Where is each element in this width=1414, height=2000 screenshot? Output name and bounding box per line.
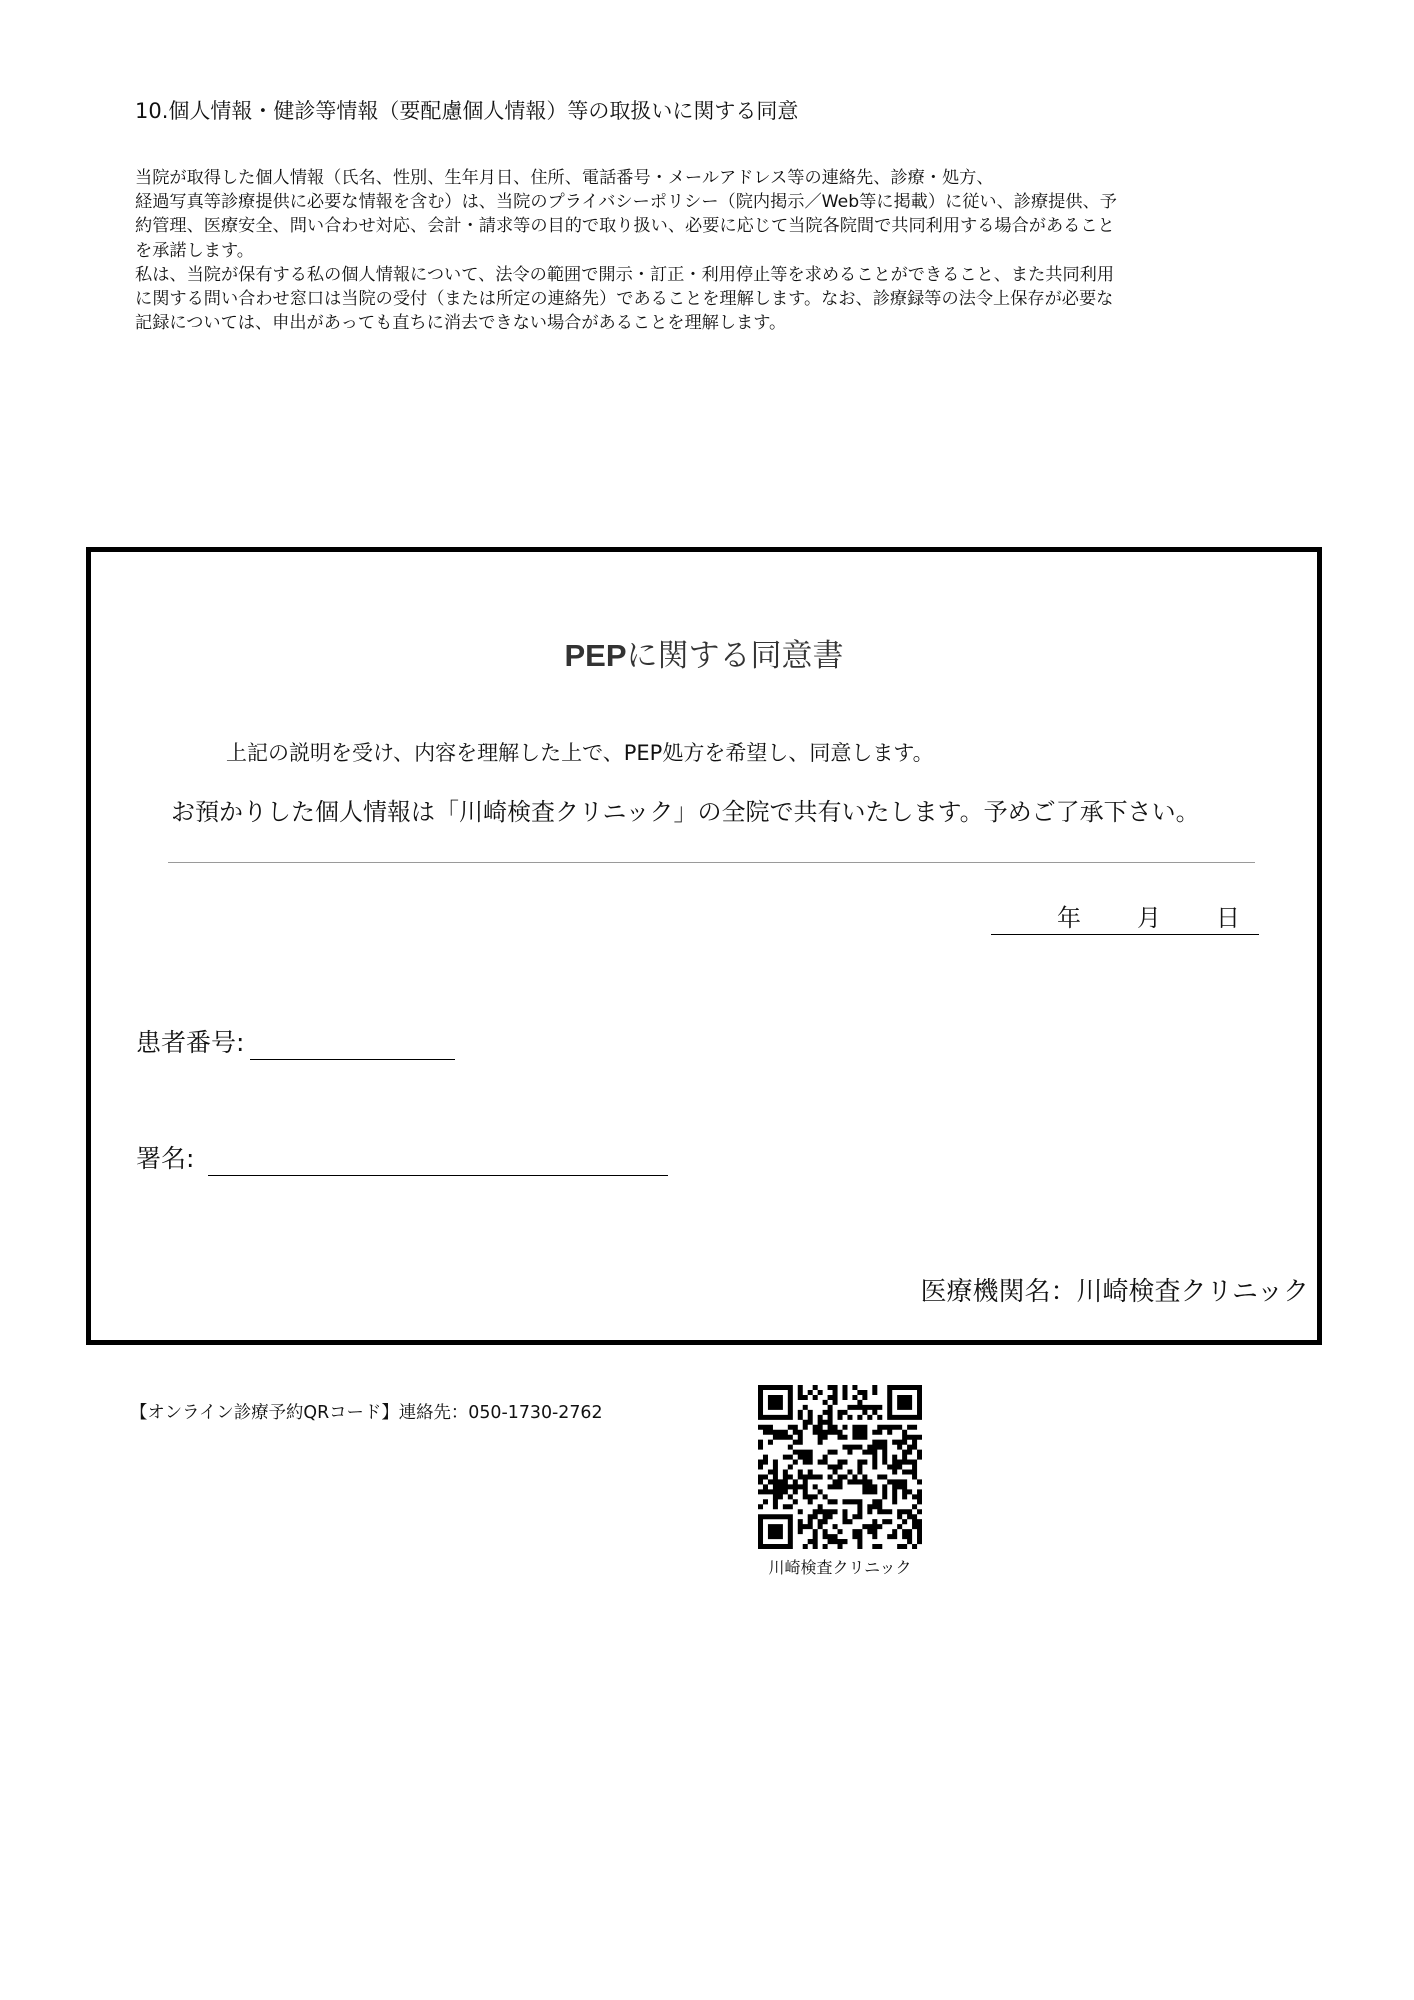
consent-line: 私は、当院が保有する私の個人情報について、法令の範囲で開示・訂正・利用停止等を求めることができること、また共同利用	[135, 264, 1115, 285]
qr-modules	[758, 1385, 922, 1549]
consent-line: 当院が取得した個人情報（氏名、性別、生年月日、住所、電話番号・メールアドレス等の連絡先、診療・処方、	[135, 168, 994, 188]
patient-number-row	[136, 1026, 455, 1060]
date-field[interactable]	[991, 902, 1259, 935]
agree-statement: 上記の説明を受け、内容を理解した上で、PEP処方を希望し、同意します。	[226, 741, 934, 765]
date-year-label: 年	[1057, 904, 1081, 932]
consent-form-box	[86, 547, 1322, 1345]
section-heading: 10.個人情報・健診等情報（要配慮個人情報）等の取扱いに関する同意	[135, 99, 799, 123]
online-booking-contact: 【オンライン診療予約QRコード】連絡先：050-1730-2762	[130, 1403, 603, 1423]
consent-line: に関する問い合わせ窓口は当院の受付（または所定の連絡先）であることを理解します。なお、診療録等の法令上保存が必要な	[135, 289, 1114, 310]
consent-line: 経過写真等診療提供に必要な情報を含む）は、当院のプライバシーポリシー（院内掲示／Web等に掲載）に従い、診療提供、予	[135, 192, 1117, 213]
institution-name: 医療機関名：川崎検査クリニック	[920, 1277, 1309, 1307]
qr-code-icon[interactable]	[758, 1385, 922, 1549]
signature-label: 署名:	[136, 1144, 195, 1173]
consent-line: 記録については、申出があっても直ちに消去できない場合があることを理解します。	[135, 313, 787, 334]
signature-field[interactable]	[208, 1147, 668, 1176]
date-day-label: 日	[1216, 904, 1240, 932]
signature-row	[136, 1142, 668, 1176]
patient-number-field[interactable]	[250, 1031, 455, 1060]
form-title	[91, 630, 1317, 675]
qr-caption: 川崎検査クリニック	[768, 1558, 912, 1577]
form-title-rest: に関する同意書	[626, 638, 844, 674]
divider	[168, 862, 1255, 863]
patient-number-label: 患者番号:	[136, 1028, 245, 1057]
consent-line: 約管理、医療安全、問い合わせ対応、会計・請求等の目的で取り扱い、必要に応じて当院各院間で共同利用する場合があること	[135, 216, 1115, 237]
consent-line: を承諾します。	[135, 240, 254, 261]
qr-block	[758, 1385, 922, 1579]
date-month-label: 月	[1137, 904, 1161, 932]
privacy-share-statement: お預かりした個人情報は「川崎検査クリニック」の全院で共有いたします。予めご了承下さい。	[171, 798, 1200, 826]
form-title-prefix: PEP	[564, 638, 627, 673]
consent-body	[135, 166, 1355, 335]
